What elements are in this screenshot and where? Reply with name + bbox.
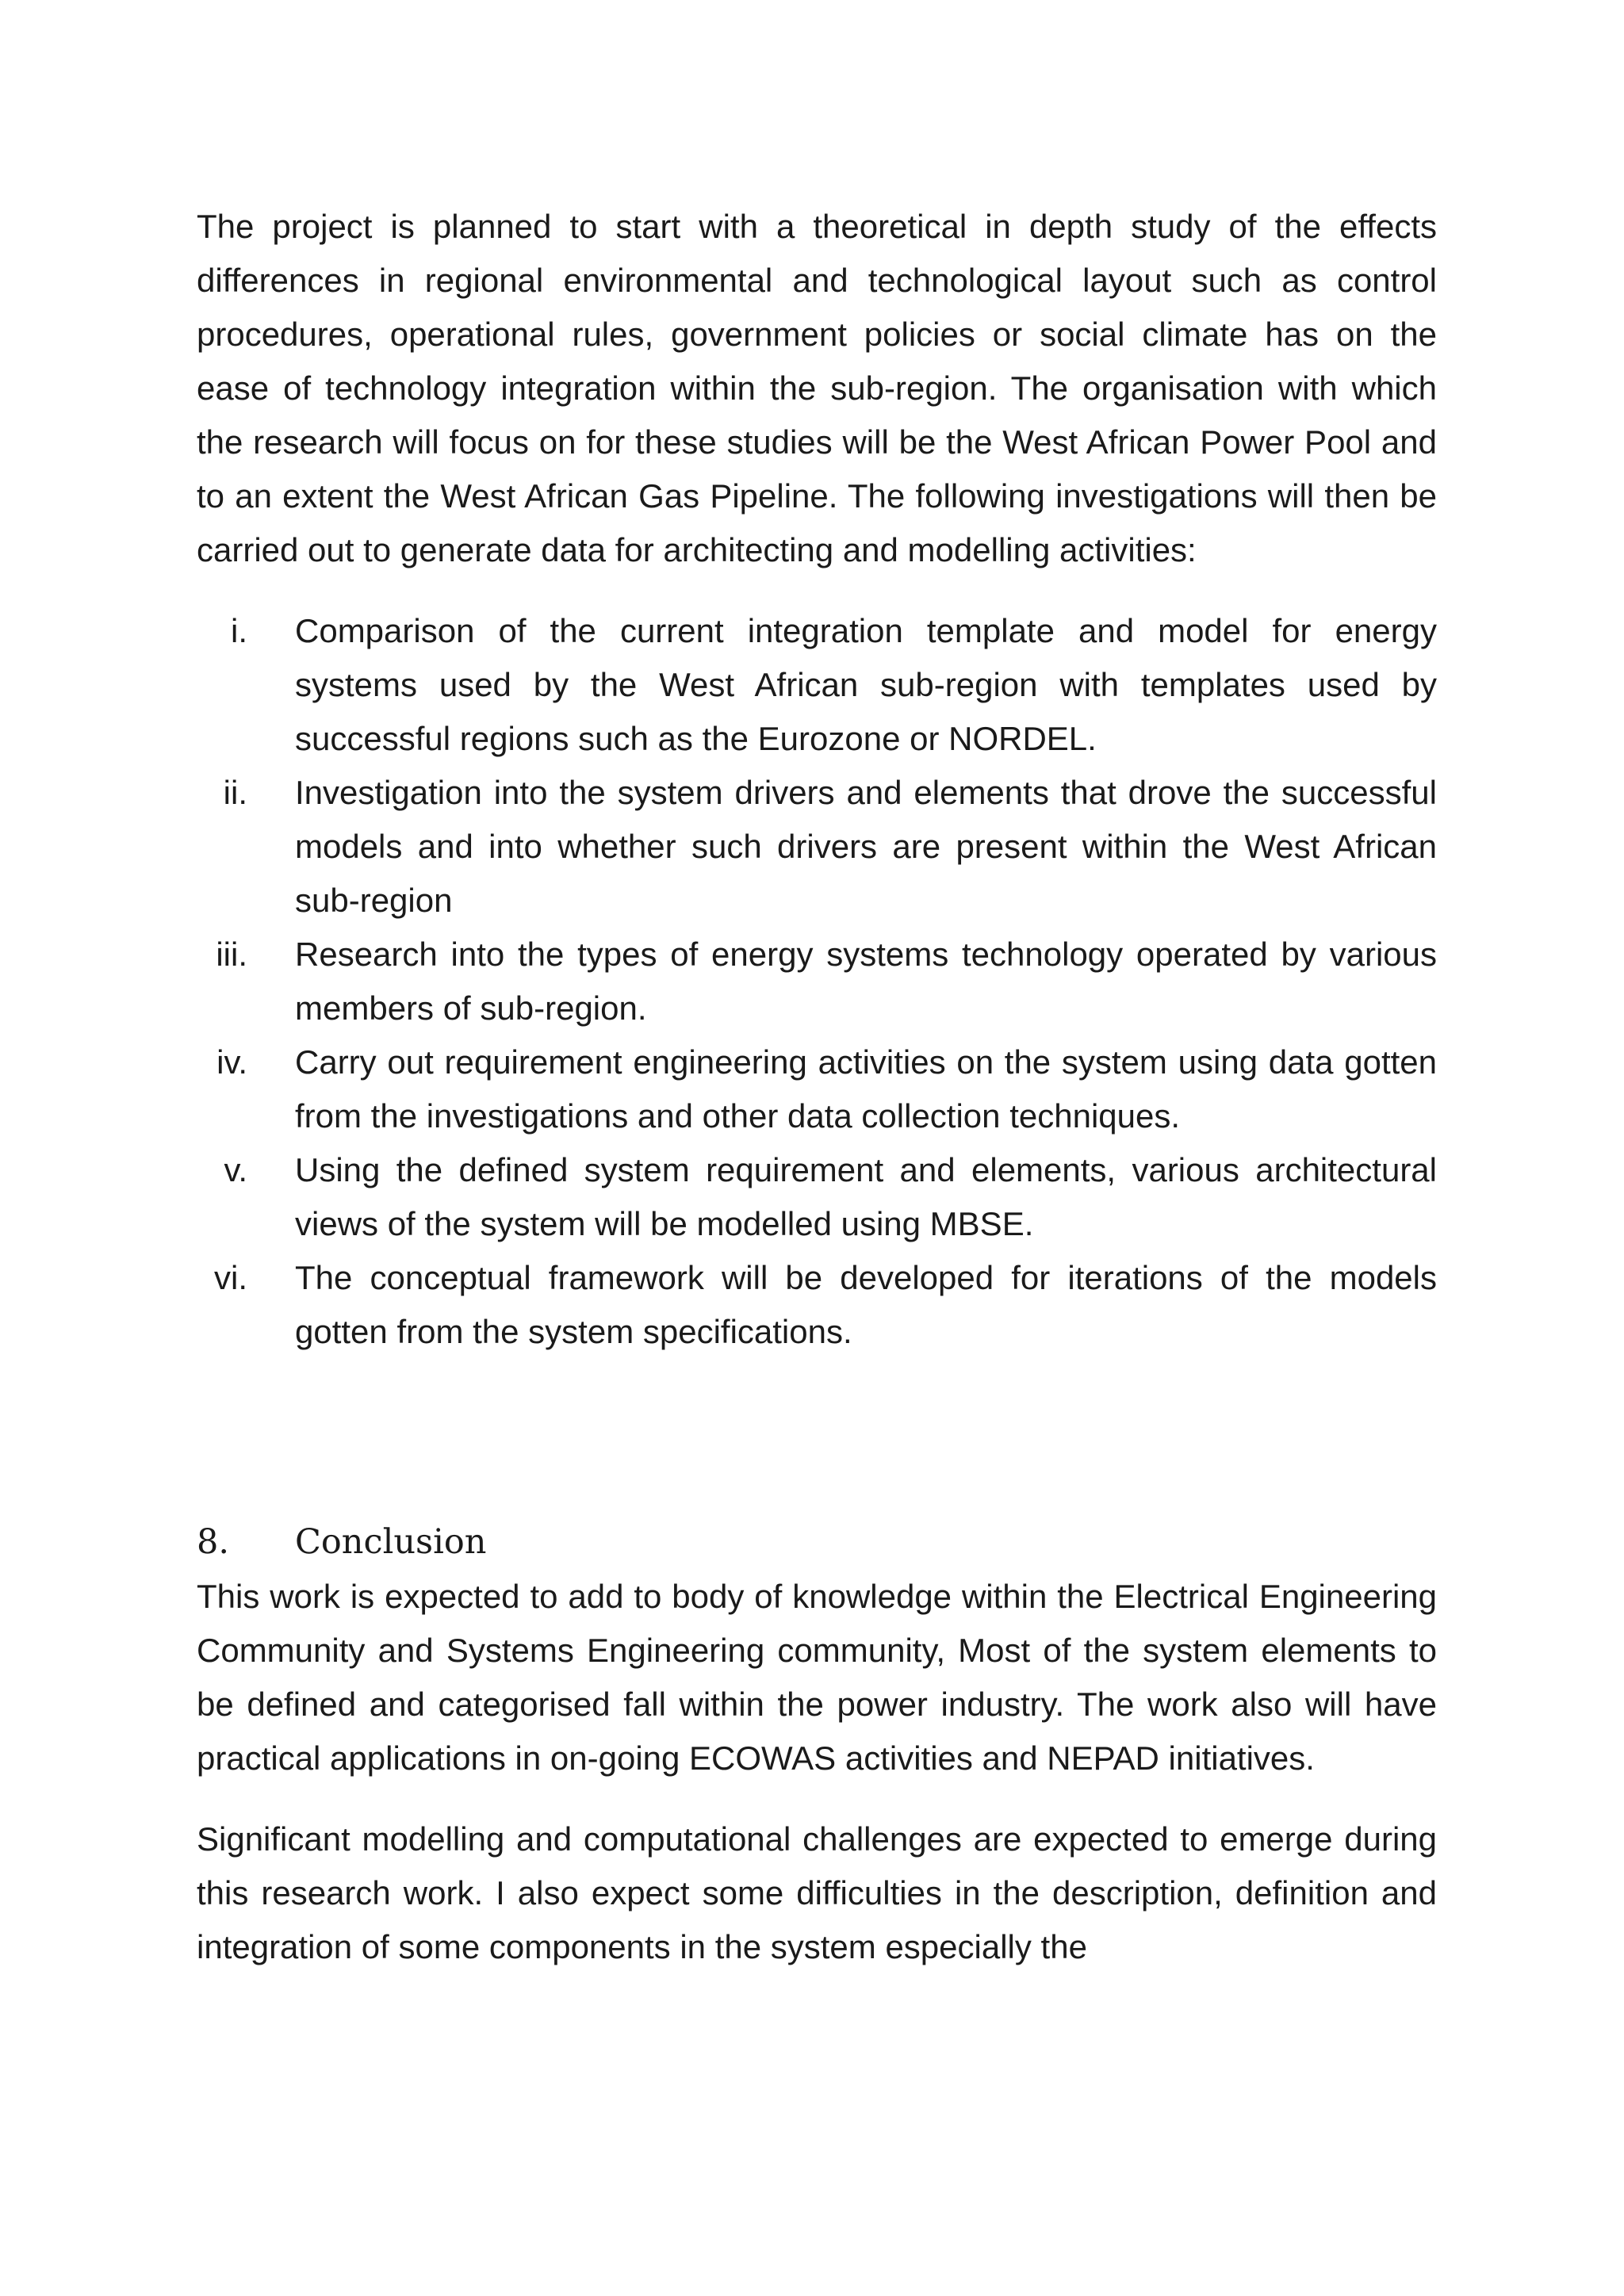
list-item-text: The conceptual framework will be developed for iterations of the models gotten from the system specifications. <box>295 1259 1437 1350</box>
list-item-text: Research into the types of energy systems technology operated by various members of sub-region. <box>295 936 1437 1027</box>
list-item-text: Comparison of the current integration template and model for energy systems used by the West African sub-region with templates used by successful regions such as the Eurozone or NORDEL. <box>295 612 1437 757</box>
section-title: Conclusion <box>295 1522 487 1562</box>
conclusion-paragraph-2: Significant modelling and computational challenges are expected to emerge during this research work. I also expect some difficulties in the description, definition and integration of some components in the system especially the <box>197 1820 1437 1965</box>
list-item-number: ii. <box>223 774 247 811</box>
list-item-text: Using the defined system requirement and elements, various architectural views of the system will be modelled using MBSE. <box>295 1151 1437 1242</box>
list-item-number: i. <box>231 612 247 649</box>
list-item <box>197 928 1437 1035</box>
section-number: 8. <box>197 1522 230 1562</box>
list-item <box>197 1251 1437 1359</box>
conclusion-paragraph-1: This work is expected to add to body of knowledge within the Electrical Engineering Community and Systems Engineering community, Most of the system elements to be defined and categorised fall within the power industry. The work also will have practical applications in on-going ECOWAS activities and NEPAD initiatives. <box>197 1578 1437 1777</box>
list-item-text: Carry out requirement engineering activities on the system using data gotten from the investigations and other data collection techniques. <box>295 1043 1437 1135</box>
list-item-number: iii. <box>216 936 247 973</box>
intro-paragraph: The project is planned to start with a theoretical in depth study of the effects differences in regional environmental and technological layout such as control procedures, operational rules, government policies or social climate has on the ease of technology integration within the sub-region. The organisation with which the research will focus on for these studies will be the West African Power Pool and to an extent the West African Gas Pipeline. The following investigations will then be carried out to generate data for architecting and modelling activities: <box>197 208 1437 568</box>
list-item <box>197 1035 1437 1143</box>
list-item <box>197 604 1437 766</box>
conclusion-heading <box>197 1514 1437 1570</box>
list-item-text: Investigation into the system drivers and elements that drove the successful models and into whether such drivers are present within the West African sub-region <box>295 774 1437 919</box>
list-item <box>197 1143 1437 1251</box>
investigations-list <box>197 604 1437 1359</box>
document-page <box>197 200 1437 1974</box>
list-item-number: vi. <box>214 1259 247 1296</box>
list-item-number: iv. <box>216 1043 247 1081</box>
list-item <box>197 766 1437 928</box>
list-item-number: v. <box>224 1151 247 1188</box>
